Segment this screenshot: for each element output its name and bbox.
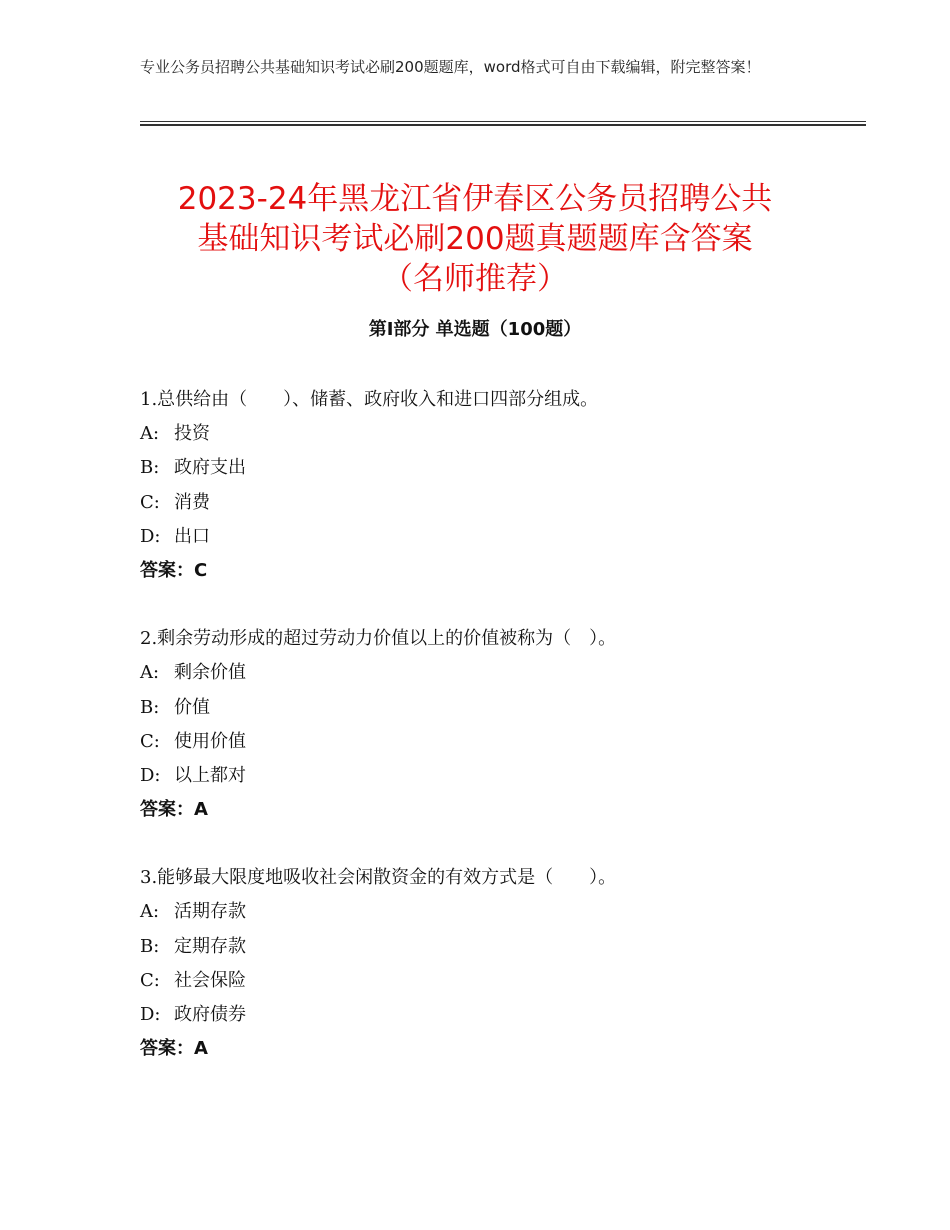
section-heading: 第Ⅰ部分 单选题（100题） (368, 319, 582, 340)
option-text: 政府债券 (174, 1004, 246, 1025)
option-text: 出口 (174, 525, 210, 547)
option-letter: B: (140, 696, 160, 718)
option-a (140, 417, 840, 451)
option-d (140, 520, 840, 554)
option-text: 定期存款 (174, 935, 246, 957)
question-list (140, 383, 840, 1100)
option-text: 活期存款 (174, 901, 246, 923)
answer-line: 答案：C (140, 559, 208, 581)
question-item (140, 861, 840, 1066)
option-text: 剩余价值 (174, 662, 246, 684)
option-text: 使用价值 (174, 730, 246, 752)
option-a (140, 895, 840, 929)
option-letter: A: (140, 423, 160, 445)
answer-line: 答案：A (140, 799, 208, 821)
option-text: 投资 (174, 423, 210, 445)
option-letter: D: (140, 764, 161, 786)
option-c (140, 964, 840, 998)
header-divider (140, 121, 866, 126)
answer-line: 答案：A (140, 1038, 208, 1060)
question-stem: 3.能够最大限度地吸收社会闲散资金的有效方式是（ ）。 (140, 867, 617, 889)
option-text: 政府支出 (174, 457, 246, 479)
option-d (140, 759, 840, 793)
option-d (140, 998, 840, 1032)
option-c (140, 486, 840, 520)
option-text: 以上都对 (174, 764, 246, 786)
option-letter: A: (140, 901, 160, 923)
title-line: 2023-24年黑龙江省伊春区公务员招聘公共 (177, 180, 773, 217)
option-b (140, 930, 840, 964)
option-text: 消费 (174, 491, 210, 513)
question-stem: 2.剩余劳动形成的超过劳动力价值以上的价值被称为（ ）。 (140, 628, 617, 650)
question-item (140, 622, 840, 827)
option-text: 社会保险 (174, 969, 246, 991)
header-note: 专业公务员招聘公共基础知识考试必刷200题题库，word格式可自由下载编辑，附完整答案！ (140, 58, 761, 76)
question-item (140, 383, 840, 588)
option-c (140, 725, 840, 759)
option-letter: B: (140, 935, 160, 957)
option-letter: D: (140, 525, 161, 547)
title-line: （名师推荐） (382, 260, 568, 297)
option-b (140, 451, 840, 485)
option-text: 价值 (174, 696, 210, 718)
option-letter: C: (140, 491, 160, 513)
option-a (140, 656, 840, 690)
option-letter: C: (140, 969, 160, 991)
option-letter: D: (140, 1004, 161, 1025)
option-letter: B: (140, 457, 160, 479)
document-title (95, 179, 855, 299)
option-b (140, 691, 840, 725)
option-letter: A: (140, 662, 160, 684)
question-stem: 1.总供给由（ ）、储蓄、政府收入和进口四部分组成。 (140, 389, 599, 410)
title-line: 基础知识考试必刷200题真题题库含答案 (197, 220, 753, 257)
option-letter: C: (140, 730, 160, 752)
